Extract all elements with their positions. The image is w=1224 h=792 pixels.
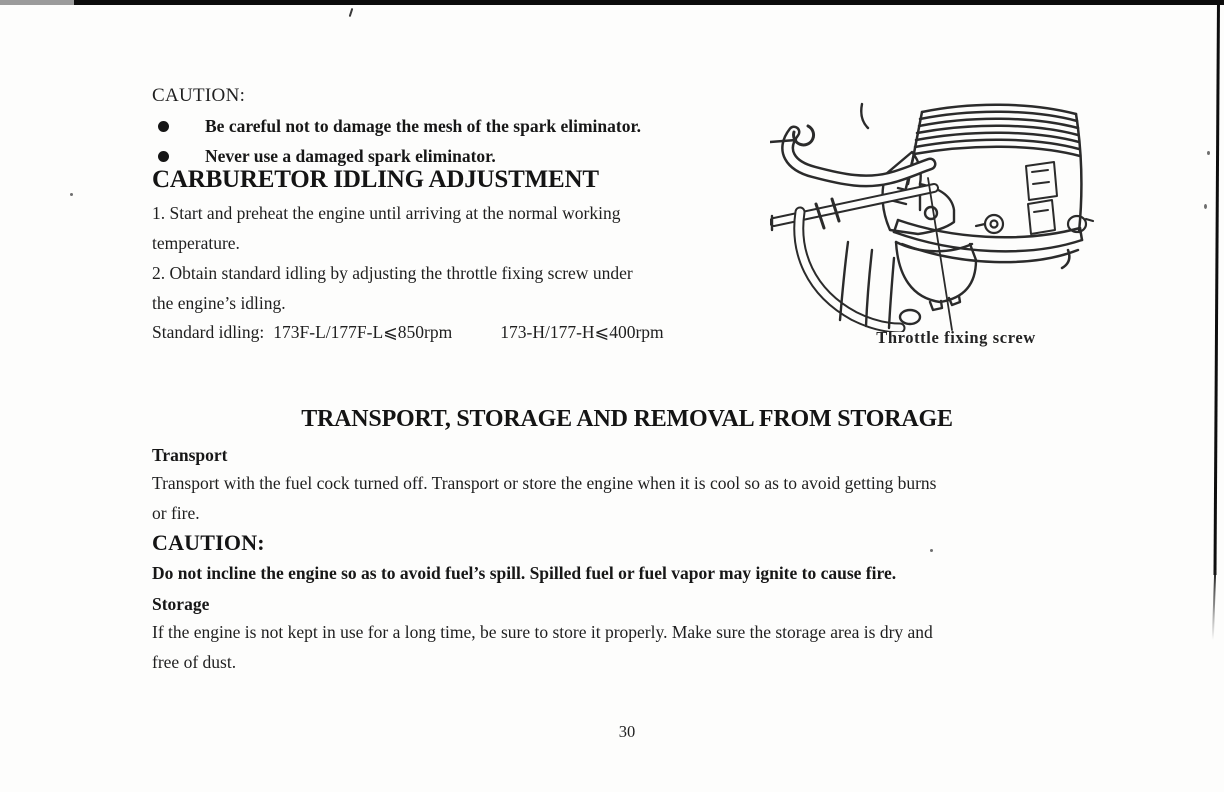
transport-section-heading: TRANSPORT, STORAGE AND REMOVAL FROM STORAGE: [301, 406, 953, 432]
idling-spec-low: 173F-L/177F-L⩽850rpm: [273, 322, 453, 342]
scan-speck: [1204, 204, 1207, 209]
body-line: Transport with the fuel cock turned off. Transport or store the engine when it is cool so as to avoid getting burns: [152, 473, 937, 493]
scan-right-edge-line: [1213, 0, 1220, 575]
scan-right-edge-tail: [1212, 570, 1216, 640]
figure-caption: Throttle fixing screw: [876, 328, 1036, 347]
scan-top-bar: [0, 0, 1224, 5]
fuel-hose: [770, 104, 930, 181]
body-line: the engine’s idling.: [152, 293, 286, 313]
carburetor-figure: [770, 92, 1142, 354]
carburetor-section-heading: CARBURETOR IDLING ADJUSTMENT: [152, 166, 599, 193]
idling-spec-high: 173-H/177-H⩽400rpm: [500, 322, 664, 342]
body-line: 1. Start and preheat the engine until arriving at the normal working: [152, 203, 621, 223]
scan-speck: [70, 193, 73, 196]
scan-speck: [1207, 151, 1210, 155]
transport-subheading: Transport: [152, 445, 228, 465]
body-line: temperature.: [152, 233, 240, 253]
transport-caution-text: Do not incline the engine so as to avoid fuel’s spill. Spilled fuel or fuel vapor may ignite to cause fire.: [152, 563, 897, 583]
lower-tubes: [799, 212, 900, 328]
scan-top-bar-left: [0, 0, 74, 5]
standard-idling-label: Standard idling:: [152, 322, 265, 342]
scan-stray-tick: [349, 8, 354, 17]
caution-bullet-item: [152, 144, 496, 168]
bullet-icon: [158, 121, 169, 132]
carburetor-illustration: [770, 92, 1110, 332]
body-line: If the engine is not kept in use for a long time, be sure to store it properly. Make sure the storage area is dry and: [152, 622, 933, 642]
standard-idling-line: [152, 322, 664, 343]
caution-bullet-text: Never use a damaged spark eliminator.: [205, 145, 496, 166]
body-line: free of dust.: [152, 652, 237, 672]
caution-bullet-item: [152, 114, 641, 138]
spark-caution-heading: CAUTION:: [152, 85, 246, 106]
scan-speck: [930, 549, 933, 552]
caution-bullet-text: Be careful not to damage the mesh of the spark eliminator.: [205, 115, 642, 136]
cylinder-plates: [1026, 162, 1057, 234]
bullet-icon: [158, 151, 169, 162]
transport-caution-heading: CAUTION:: [152, 530, 265, 555]
page-number: 30: [618, 722, 636, 741]
body-line: 2. Obtain standard idling by adjusting the throttle fixing screw under: [152, 263, 633, 283]
body-line: or fire.: [152, 503, 200, 523]
storage-subheading: Storage: [152, 594, 210, 614]
